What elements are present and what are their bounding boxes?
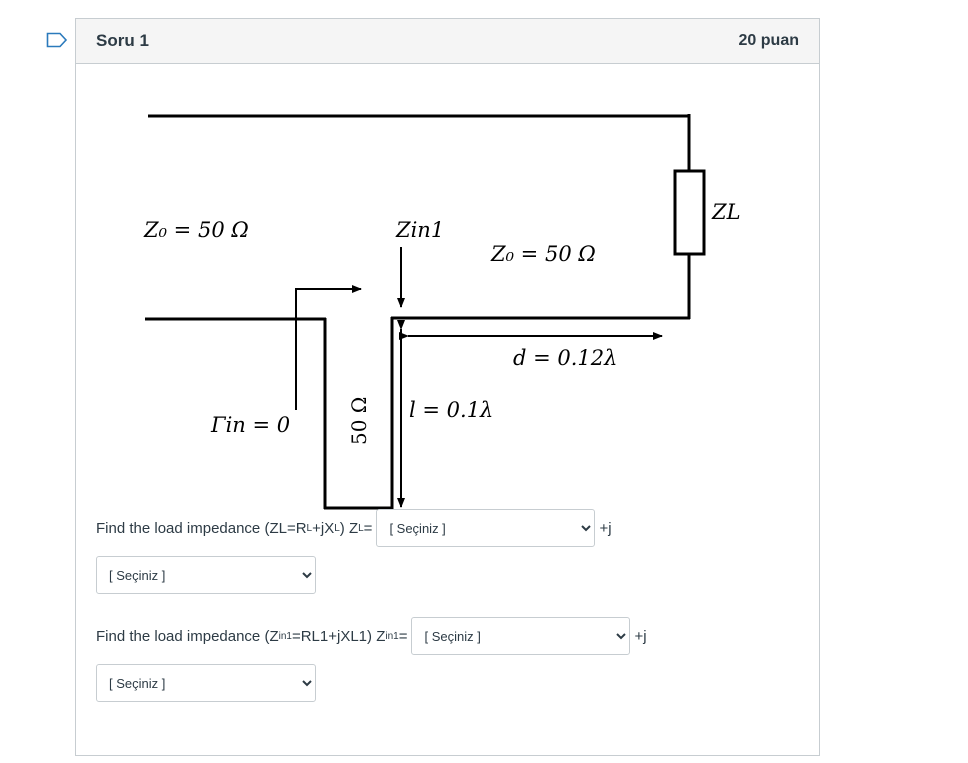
- stub-impedance-label: 50 Ω: [347, 396, 371, 445]
- gamma-arrow: [296, 289, 361, 410]
- question-line-2: [96, 617, 647, 655]
- l-label: l = 0.1λ: [409, 398, 494, 422]
- load-resistor: [675, 171, 704, 254]
- q1-sub-l3: L: [358, 522, 364, 534]
- question-title: Soru 1: [96, 31, 149, 50]
- question-points: 20 puan: [738, 32, 799, 49]
- q1-mid: +jX: [312, 519, 335, 537]
- question-header: [76, 19, 819, 64]
- gamma-in-label: Γin = 0: [211, 413, 291, 437]
- q2-prefix: Find the load impedance (Z: [96, 627, 279, 645]
- question-line-1b: [96, 556, 316, 594]
- zl-imag-select[interactable]: [96, 556, 316, 594]
- question-line-1: [96, 509, 612, 547]
- q2-sub-in1b: in1: [385, 630, 399, 642]
- q1-plus-j: +j: [599, 519, 612, 537]
- z0-right-label: Z₀ = 50 Ω: [491, 242, 596, 266]
- zin1-real-select[interactable]: [411, 617, 630, 655]
- q1-sub-l2: L: [334, 522, 340, 534]
- q2-mid: =RL1+jXL1) Z: [291, 627, 386, 645]
- q1-close: ) Z: [339, 519, 359, 537]
- q1-equals: =: [363, 519, 373, 537]
- circuit-diagram: [136, 87, 741, 507]
- question-line-2b: [96, 664, 316, 702]
- d-label: d = 0.12λ: [513, 346, 618, 370]
- zl-real-select[interactable]: [376, 509, 595, 547]
- q2-plus-j: +j: [634, 627, 647, 645]
- z0-left-label: Z₀ = 50 Ω: [144, 218, 249, 242]
- q1-sub-l: L: [306, 522, 313, 534]
- q2-sub-in1: in1: [278, 630, 292, 642]
- flag-outline-icon[interactable]: [46, 32, 68, 48]
- question-card: [75, 18, 820, 756]
- zin1-label: Zin1: [396, 218, 445, 242]
- q1-prefix: Find the load impedance (ZL=R: [96, 519, 307, 537]
- zl-label: ZL: [712, 200, 741, 224]
- q2-equals: =: [398, 627, 408, 645]
- zin1-imag-select[interactable]: [96, 664, 316, 702]
